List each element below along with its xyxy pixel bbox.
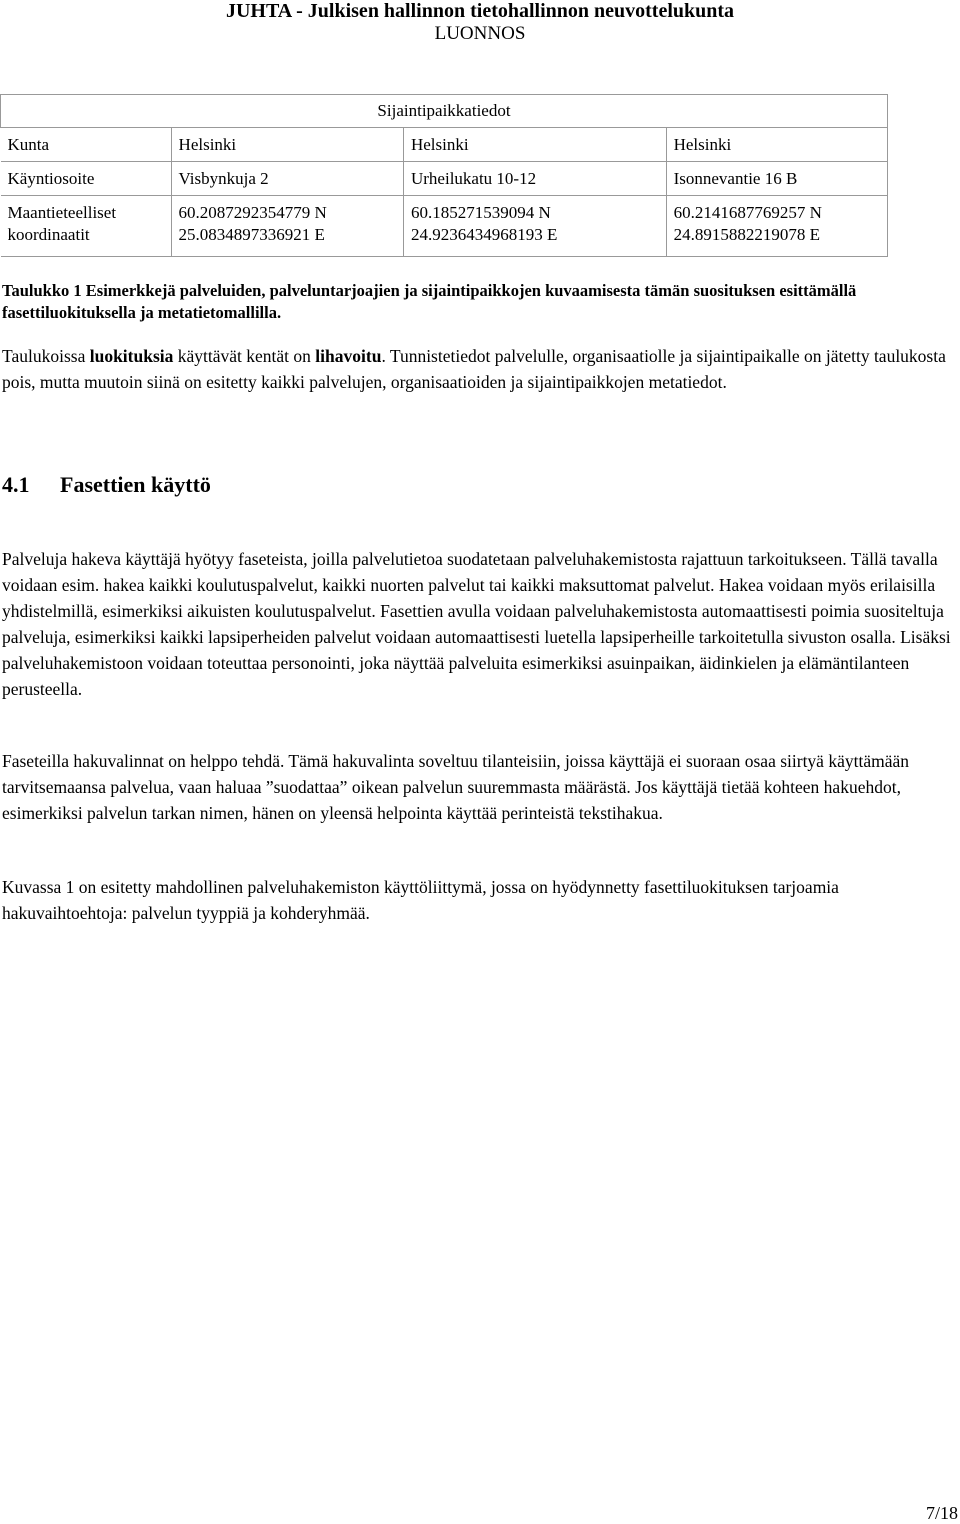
table-cell xyxy=(171,196,403,257)
table-caption-header: Sijaintipaikkatiedot xyxy=(1,95,888,128)
coordinate-n: 60.185271539094 N xyxy=(410,203,551,222)
paragraph-text: . Tunnistetiedot palvelulle, organisaatiolle ja sijaintipaikalle on jätetty taulukosta pois, mutta muutoin siinä on esitetty kaikki palvelujen, organisaatioiden ja sijaintipaikkojen metatiedot. xyxy=(2,346,946,392)
bold-term: luokituksia xyxy=(89,346,174,366)
bold-term: lihavoitu xyxy=(315,346,382,366)
paragraph-intro xyxy=(2,343,952,395)
table-row xyxy=(1,196,888,257)
section-number: 4.1 xyxy=(2,472,30,497)
row-label-line: koordinaatit xyxy=(7,225,90,244)
location-table xyxy=(0,94,888,257)
section-title: Fasettien käyttö xyxy=(60,472,211,497)
table-cell: Visbynkuja 2 xyxy=(171,162,403,196)
row-label: Käyntiosoite xyxy=(1,162,172,196)
coordinate-e: 24.9236434968193 E xyxy=(410,225,558,244)
table-cell: Urheilukatu 10-12 xyxy=(403,162,666,196)
row-label: Kunta xyxy=(1,128,172,162)
section-heading xyxy=(2,472,211,498)
table-cell xyxy=(403,196,666,257)
paragraph-text: Taulukoissa xyxy=(2,346,90,366)
coordinate-e: 25.0834897336921 E xyxy=(178,225,325,244)
table-cell: Isonnevantie 16 B xyxy=(666,162,887,196)
table-cell: Helsinki xyxy=(403,128,666,162)
row-label-line: Maantieteelliset xyxy=(7,203,117,222)
table-cell: Helsinki xyxy=(171,128,403,162)
paragraph-search: Faseteilla hakuvalinnat on helppo tehdä. Tämä hakuvalinta soveltuu tilanteisiin, joissa käyttäjä ei suoraan osaa siirtyä käyttämään tarvitsemaansa palvelua, vaan haluaa ”suodattaa” oikean palvelun suuremmasta määrästä. Jos käyttäjä tietää kohteen hakuehdot, esimerkiksi palvelun tarkan nimen, hänen on yleensä helpointa käyttää perinteistä tekstihakua. xyxy=(2,751,909,823)
paragraph-facets: Palveluja hakeva käyttäjä hyötyy faseteista, joilla palvelutietoa suodatetaan palveluhakemistosta rajattuun tarkoitukseen. Tällä tavalla voidaan esim. hakea kaikki koulutuspalvelut, kaikki nuorten palvelut tai kaikki maksuttomat palvelut. Hakea voidaan myös erilaisilla yhdistelmillä, esimerkiksi aikuisten koulutuspalvelut. Fasettien avulla voidaan palveluhakemistosta automaattisesti poimia suositeltuja palveluja, esimerkiksi kaikki lapsiperheiden palvelut voidaan automaattisesti luetella lapsiperheille tarkoitetulla sivuston osalla. Lisäksi palveluhakemistoon voidaan toteuttaa personointi, joka näyttää palveluita esimerkiksi asuinpaikan, äidinkielen ja elämäntilanteen perusteella. xyxy=(2,549,951,699)
coordinate-n: 60.2141687769257 N xyxy=(673,203,822,222)
page-number: 7/18 xyxy=(925,1503,958,1523)
table-cell xyxy=(666,196,887,257)
header-subtitle: LUONNOS xyxy=(434,23,526,44)
table-caption: Taulukko 1 Esimerkkejä palveluiden, palveluntarjoajien ja sijaintipaikkojen kuvaamisesta tämän suosituksen esittämällä fasettiluokituksella ja metatietomallilla. xyxy=(2,281,857,322)
coordinate-n: 60.2087292354779 N xyxy=(178,203,327,222)
page-header xyxy=(0,0,960,46)
table-cell: Helsinki xyxy=(666,128,887,162)
coordinate-e: 24.8915882219078 E xyxy=(673,225,820,244)
table-row xyxy=(1,128,888,162)
paragraph-figure-ref: Kuvassa 1 on esitetty mahdollinen palveluhakemiston käyttöliittymä, jossa on hyödynnetty fasettiluokituksen tarjoamia hakuvaihtoehtoja: palvelun tyyppiä ja kohderyhmää. xyxy=(2,877,839,923)
header-title: JUHTA - Julkisen hallinnon tietohallinnon neuvottelukunta xyxy=(225,0,735,22)
paragraph-text: käyttävät kentät on xyxy=(173,346,316,366)
table-row xyxy=(1,162,888,196)
row-label xyxy=(1,196,172,257)
